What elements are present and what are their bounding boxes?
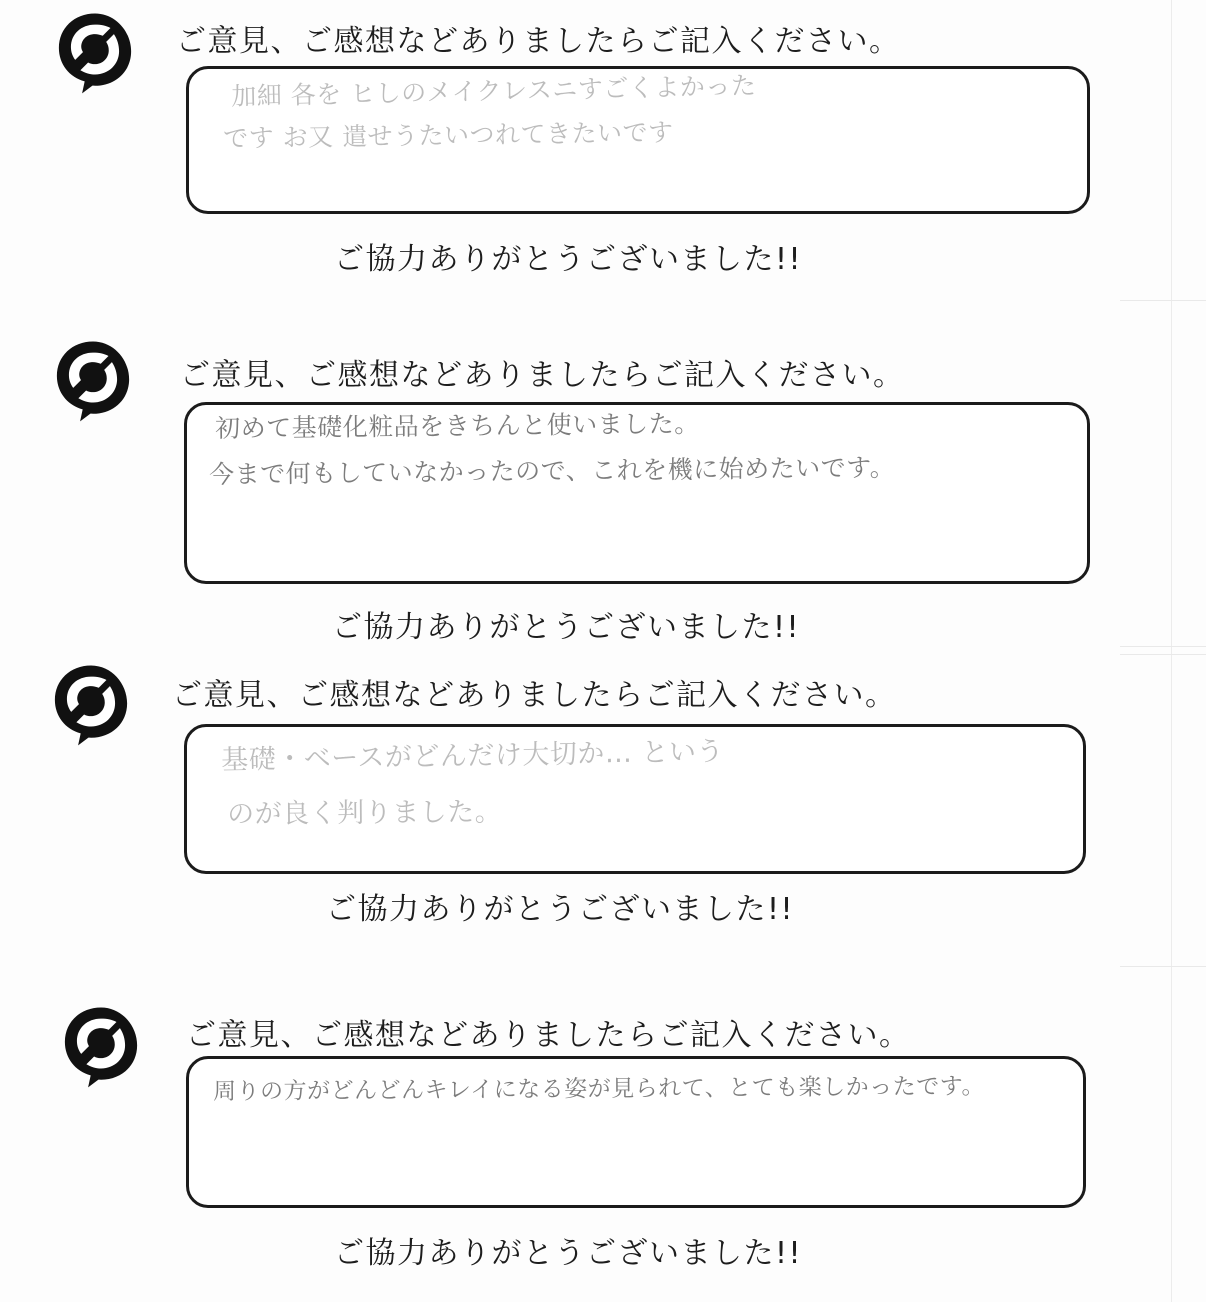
scan-edge-mark [1120,966,1206,967]
thanks-text: ご協力ありがとうございました!! [334,242,803,277]
thanks-text: ご協力ありがとうございました!! [326,892,795,927]
q-stamp-icon [48,662,134,748]
q-stamp-icon [52,10,138,96]
handwritten-line: 周りの方がどんどんキレイになる姿が見られて、とても楽しかったです。 [213,1073,985,1105]
q-stamp-icon [58,1004,144,1090]
prompt-text: ご意見、ご感想などありましたらご記入ください。 [186,1018,911,1053]
handwritten-line: 加細 各を ヒしのメイクレスニすごくよかった [230,71,757,111]
handwritten-line: 今まで何もしていなかったので、これを機に始めたいです。 [208,452,896,489]
answer-box[interactable] [186,66,1090,214]
prompt-text: ご意見、ご感想などありましたらご記入ください。 [176,24,901,59]
scan-edge-mark [1120,646,1206,647]
scan-edge-mark [1120,300,1206,301]
scan-fold-line [1171,0,1172,1302]
q-stamp-icon [50,338,136,424]
handwritten-line: 初めて基礎化粧品をきちんと使いました。 [214,408,700,443]
handwritten-line: です お又 遣せうたいつれてきたいです [222,117,674,153]
prompt-text: ご意見、ご感想などありましたらご記入ください。 [180,358,905,393]
answer-box[interactable] [184,402,1090,584]
thanks-text: ご協力ありがとうございました!! [332,610,801,645]
prompt-text: ご意見、ご感想などありましたらご記入ください。 [172,678,897,713]
thanks-text: ご協力ありがとうございました!! [334,1236,803,1271]
answer-box[interactable] [186,1056,1086,1208]
scan-edge-mark [1120,654,1206,655]
handwritten-line: 基礎・ベースがどんだけ大切か… という [221,736,725,776]
answer-box[interactable] [184,724,1086,874]
handwritten-line: のが良く判りました。 [227,796,503,830]
